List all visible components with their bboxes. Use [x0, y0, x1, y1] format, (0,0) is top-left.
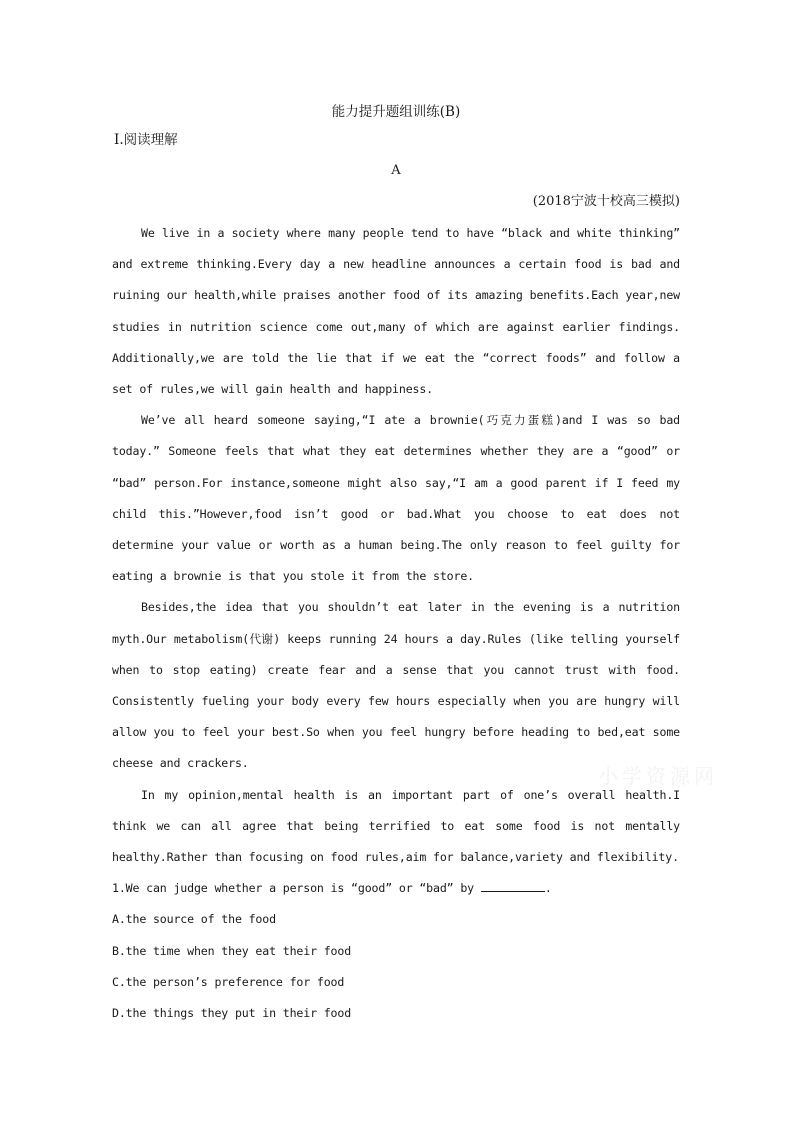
paragraph-2: We’ve all heard someone saying,“I ate a brownie(巧克力蛋糕)and I was so bad today.” Someone feels that what they eat determines whether they are a “good” or “bad” person.For instance,someone might also say,“I am a good parent if I feed my child this.”However,food isn’t good or bad.What you choose to eat does not determine your value or worth as a human being.The only reason to feel guilty for eating a brownie is that you stole it from the store.: [112, 413, 680, 584]
watermark: 小学资源网: [598, 764, 718, 788]
question-stem-end: .: [544, 881, 552, 896]
document-page: [112, 100, 680, 1029]
question-stem: 1.We can judge whether a person is “good” or “bad” by: [112, 881, 481, 896]
option-b: B.the time when they eat their food: [112, 943, 352, 958]
option-d: D.the things they put in their food: [112, 1006, 352, 1021]
section-heading: Ⅰ.阅读理解: [114, 132, 178, 148]
source-note: (2018宁波十校高三模拟): [532, 194, 680, 209]
passage-label: A: [391, 163, 401, 178]
question-1: [112, 873, 680, 904]
option-a: A.the source of the food: [112, 912, 276, 927]
paragraph-4: In my opinion,mental health is an important part of one’s overall health.I think we can all agree that being terrified to eat some food is not mentally healthy.Rather than focusing on food rules,aim for balance,variety and flexibility.: [112, 787, 680, 865]
option-c: C.the person’s preference for food: [112, 974, 345, 989]
paragraph-3: Besides,the idea that you shouldn’t eat later in the evening is a nutrition myth.Our metabolism(代谢) keeps running 24 hours a day.Rules (like telling yourself when to stop eating) create fear and a sense that you cannot trust with food. Consistently fueling your body every few hours especially when you are hungry will allow you to feel your best.So when you feel hungry before heading to bed,eat some cheese and crackers.: [112, 600, 680, 771]
answer-blank: [481, 879, 545, 892]
document-title: 能力提升题组训练(B): [331, 104, 461, 120]
paragraph-1: We live in a society where many people tend to have “black and white thinking” and extreme thinking.Every day a new headline announces a certain food is bad and ruining our health,while praises another food of its amazing benefits.Each year,new studies in nutrition science come out,many of which are against earlier findings. Additionally,we are told the lie that if we eat the “correct foods” and follow a set of rules,we will gain health and happiness.: [112, 226, 680, 397]
